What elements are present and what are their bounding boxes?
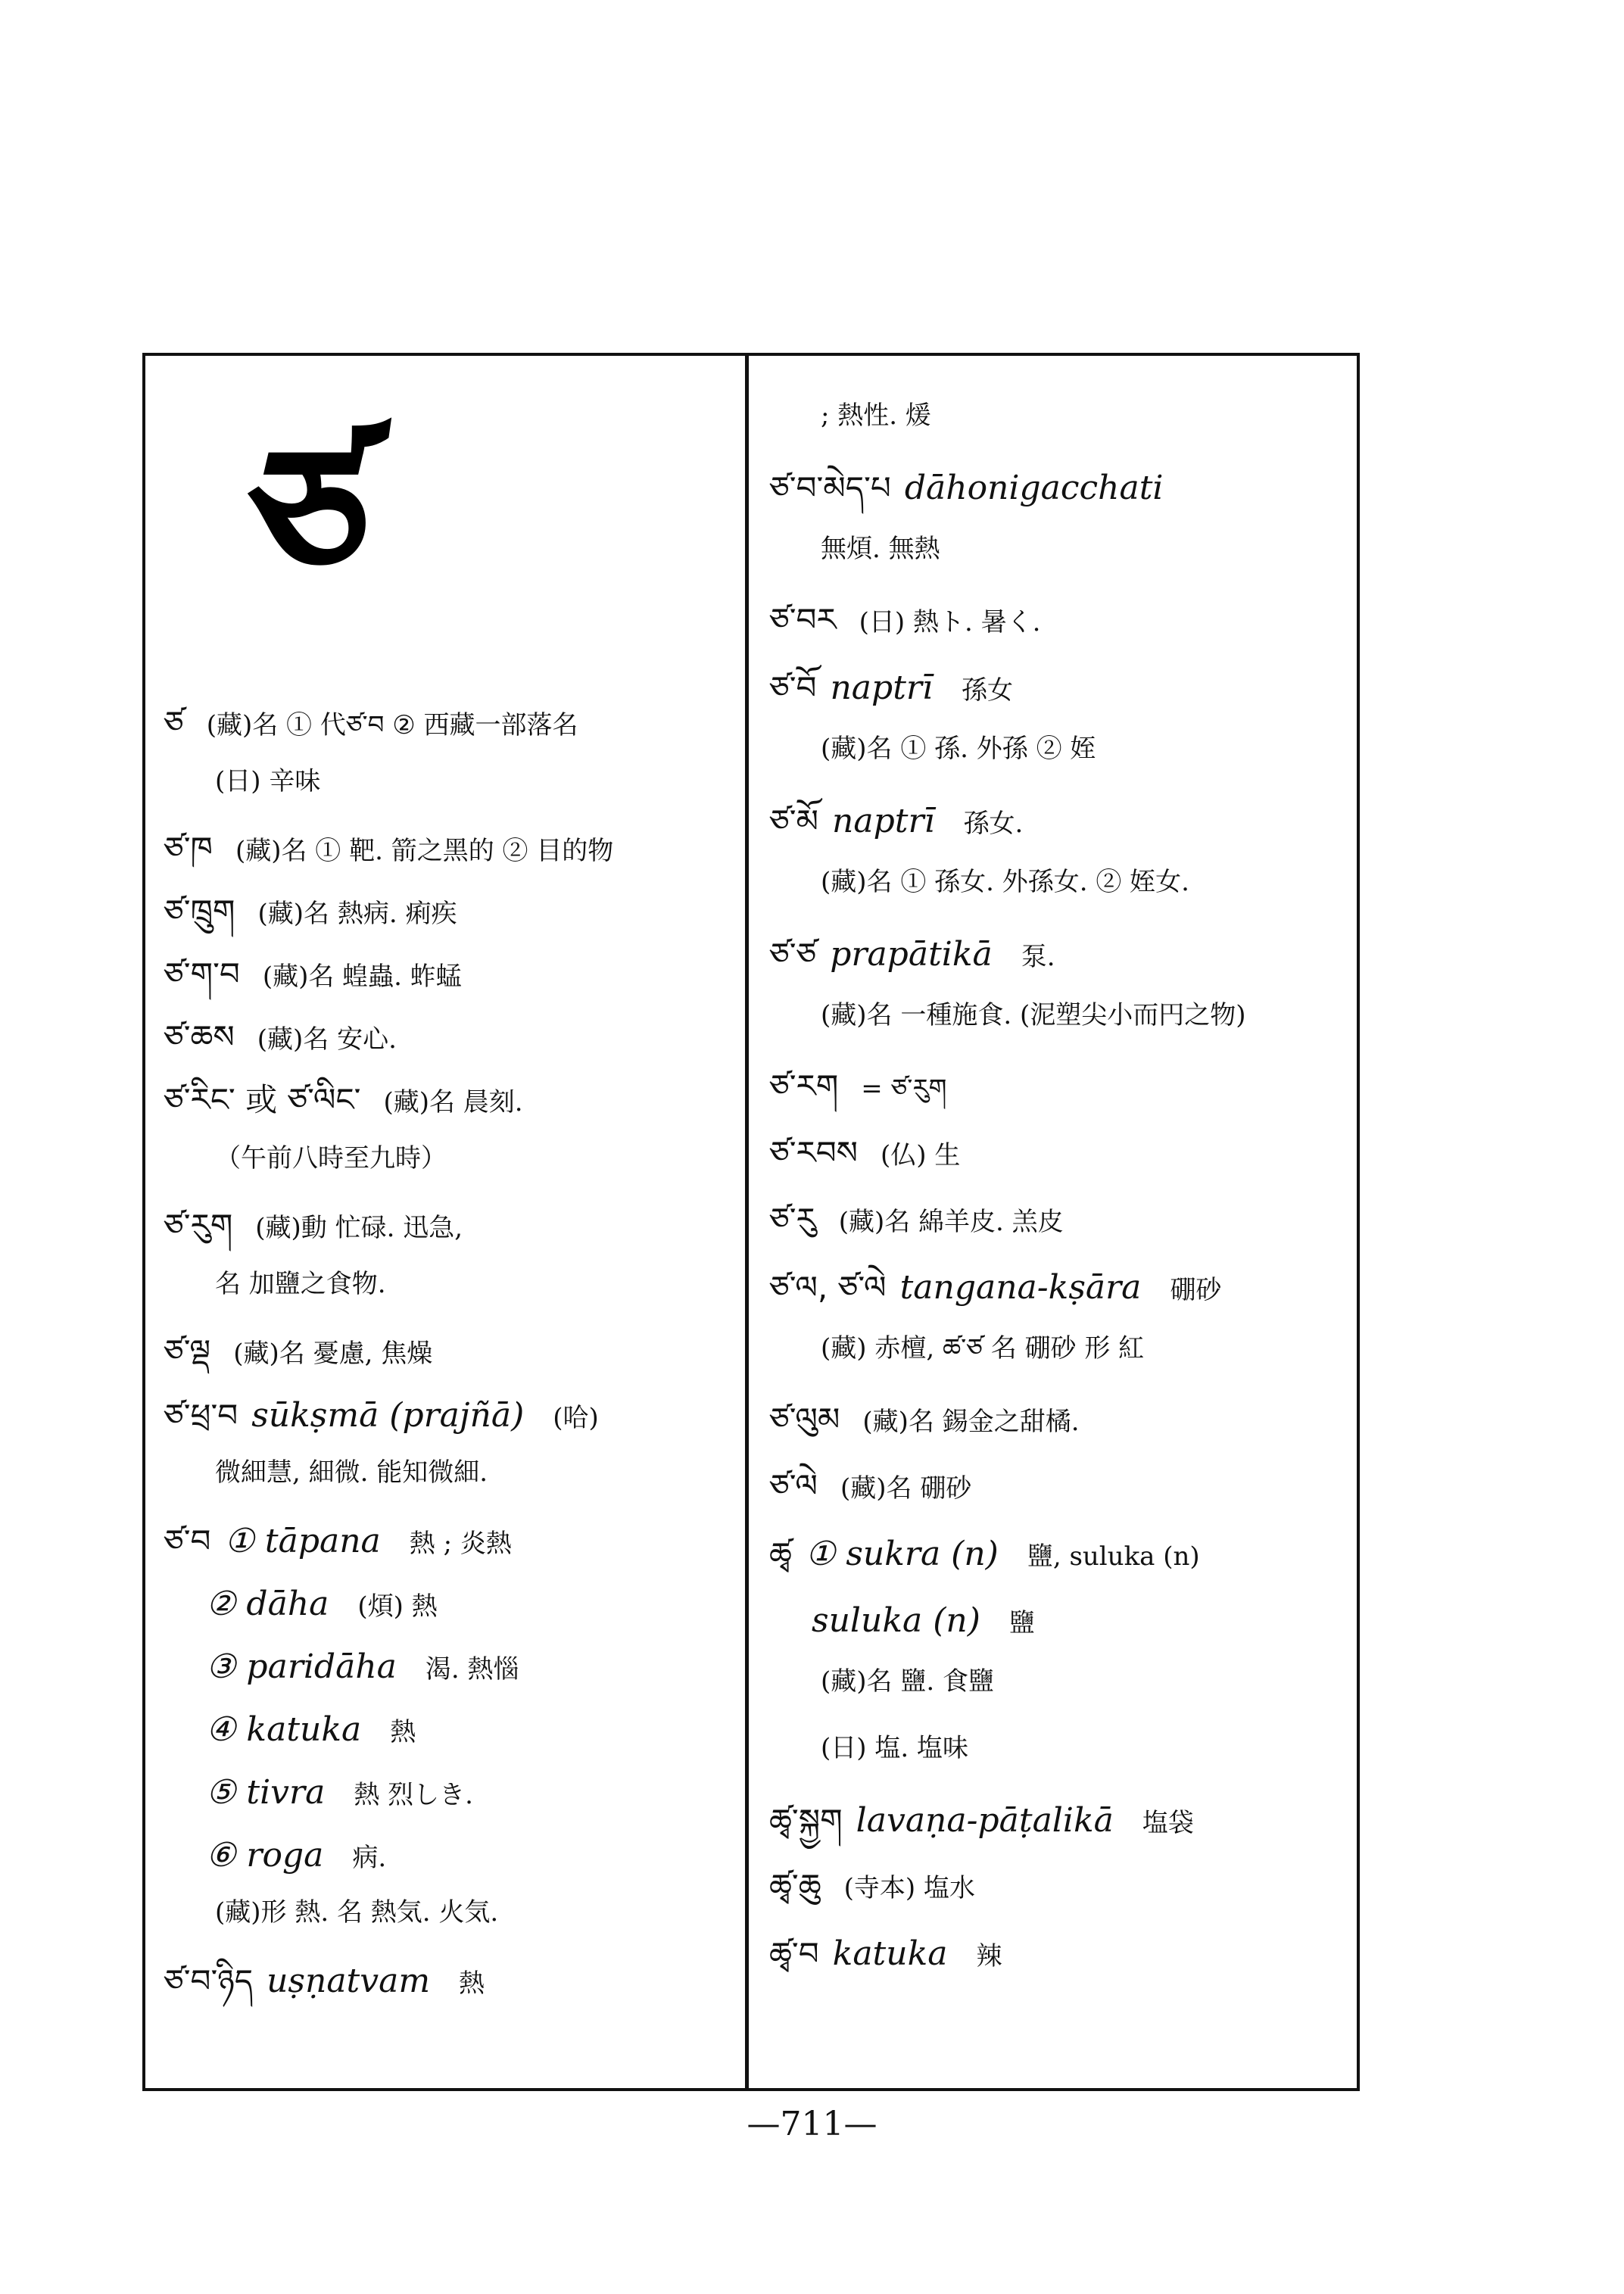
headword: ཙ་རུ: [769, 1201, 816, 1238]
sanskrit-term: suluka (n): [812, 1601, 980, 1640]
definition: (藏)名 錫金之甜橘.: [862, 1407, 1080, 1437]
definition: 孫女: [962, 675, 1013, 706]
dictionary-entry: [164, 1518, 731, 1565]
headword: ཙ་ལེ: [769, 1467, 818, 1504]
dictionary-entry: [769, 1331, 1346, 1367]
definition: (藏)名 ① 孫. 外孫 ② 姪: [821, 734, 1096, 764]
right-column: [754, 353, 1354, 2091]
sanskrit-term: dāhonigacchati: [904, 469, 1164, 507]
dictionary-entry: [769, 1398, 1346, 1442]
definition: 泵.: [1021, 942, 1055, 972]
headword: ཙ་ཁྲུག: [164, 893, 235, 930]
definition: (藏)名 ① 靶. 箭之黑的 ② 目的物: [235, 836, 614, 866]
definition: 無煩. 無熱: [821, 534, 940, 564]
headword: ཙ་བ་མེད་པ: [769, 469, 891, 506]
definition: (仏) 生: [880, 1140, 961, 1170]
dictionary-entry: [164, 1958, 731, 2005]
sanskrit-term: uṣṇatvam: [267, 1962, 431, 2000]
headword: ཙ་བ: [164, 1523, 211, 1560]
definition: 鹽, suluka (n): [1027, 1541, 1200, 1572]
definition: (藏)名 憂慮, 焦燥: [233, 1339, 433, 1369]
dictionary-entry: [769, 1864, 1346, 1909]
dictionary-entry: [769, 1131, 1346, 1176]
headword: ཙ་རུག: [164, 1207, 233, 1244]
definition: (藏)名 硼砂: [840, 1473, 972, 1504]
sanskrit-term: lavaṇa-pāṭalikā: [856, 1801, 1114, 1840]
sanskrit-term: naptrī: [832, 802, 935, 840]
headword: ཚྭ: [769, 1535, 792, 1572]
dictionary-entry: [769, 465, 1346, 512]
definition: (日) 辛味: [215, 766, 321, 796]
headword: ཙ་བར: [769, 601, 837, 638]
dictionary-entry: [769, 1198, 1346, 1242]
sanskrit-term: ② dāha: [206, 1585, 329, 1623]
dictionary-entry: [769, 1731, 1346, 1767]
section-head-letter: ཙ: [250, 408, 370, 628]
definition: (藏)名 綿羊皮. 羔皮: [838, 1207, 1064, 1237]
sanskrit-term: ① sukra (n): [805, 1535, 999, 1573]
dictionary-entry: [769, 1931, 1346, 1978]
headword: ཙ: [164, 704, 184, 741]
definition: (藏)動 忙碌. 迅急,: [255, 1213, 463, 1243]
left-column: [148, 353, 739, 2091]
dictionary-entry: [164, 1581, 731, 1628]
definition: 辣: [976, 1941, 1002, 1971]
dictionary-entry: [164, 764, 731, 800]
dictionary-entry: [164, 1204, 731, 1248]
definition: 鹽: [1008, 1608, 1035, 1638]
definition: 微細慧, 細微. 能知微細.: [215, 1457, 488, 1488]
dictionary-entry: [164, 1329, 731, 1374]
definition: 名 加鹽之食物.: [215, 1269, 386, 1299]
sanskrit-term: ④ katuka: [206, 1710, 362, 1749]
headword: ཙ་ཆས: [164, 1018, 235, 1055]
dictionary-entry: [164, 1141, 731, 1177]
definition: (藏)形 熱. 名 熱気. 火気.: [215, 1897, 499, 1928]
definition: (寺本) 塩水: [843, 1873, 975, 1903]
dictionary-entry: [769, 1064, 1346, 1109]
sanskrit-term: ① tāpana: [224, 1522, 381, 1560]
dictionary-entry: [164, 952, 731, 997]
definition: 熱 ; 炎熱: [409, 1529, 512, 1559]
dictionary-entry: [769, 1531, 1346, 1578]
definition: 渴. 熱惱: [425, 1654, 519, 1685]
definition: (藏)名 蝗蟲. 蚱蜢: [262, 962, 462, 992]
definition: (藏)名 熱病. 痢疾: [257, 899, 457, 929]
dictionary-entry: [769, 998, 1346, 1034]
headword: ཙ་མོ: [769, 803, 819, 840]
dictionary-entry: [769, 931, 1346, 978]
dictionary-entry: [769, 598, 1346, 643]
definition: （午前八時至九時）: [215, 1143, 447, 1173]
definition: (藏) 赤檀, ཚ་ཙ 名 硼砂 形 紅: [821, 1333, 1145, 1364]
dictionary-entry: [769, 865, 1346, 901]
dictionary-entry: [164, 1078, 731, 1123]
definition: ; 熱性. 煖: [821, 401, 931, 431]
headword: ཙ་ཁ: [164, 830, 213, 867]
definition: 熱: [459, 1968, 485, 1999]
sanskrit-term: tangana-kṣāra: [899, 1268, 1142, 1307]
dictionary-entry: [769, 1597, 1346, 1644]
definition: (藏)名 鹽. 食鹽: [821, 1666, 994, 1697]
definition: 病.: [352, 1843, 387, 1873]
dictionary-entry: [769, 798, 1346, 845]
headword: ཙ་ག་བ: [164, 955, 240, 993]
headword: ཙ་ལ, ཙ་ལེ: [769, 1269, 887, 1306]
sanskrit-term: sūkṣmā (prajñā): [251, 1396, 525, 1435]
definition: (日) 塩. 塩味: [821, 1733, 968, 1763]
definition: (哈): [553, 1403, 599, 1433]
definition: (藏)名 ① 代ཙ་བ ② 西藏一部落名: [206, 710, 578, 740]
headword: ཙ་ལུམ: [769, 1401, 840, 1438]
definition: (藏)名 安心.: [257, 1024, 397, 1055]
definition: (藏)名 晨刻.: [383, 1087, 523, 1117]
dictionary-entry: [164, 1455, 731, 1491]
headword: ཙ་ཕྲ་བ: [164, 1397, 238, 1434]
definition: (日) 熱ト. 暑く.: [859, 607, 1041, 637]
definition: = ཙ་རུག: [861, 1074, 947, 1104]
dictionary-entry: [164, 1015, 731, 1060]
dictionary-entry: [769, 1797, 1346, 1844]
definition: (藏)名 ① 孫女. 外孫女. ② 姪女.: [821, 867, 1189, 897]
headword: ཙ་བོ: [769, 669, 817, 706]
dictionary-entry: [164, 701, 731, 746]
sanskrit-term: katuka: [832, 1934, 948, 1973]
headword: ཚྭ་ཆུ: [769, 1867, 821, 1904]
definition: 熱 烈しき.: [354, 1780, 473, 1810]
dictionary-entry: [164, 827, 731, 871]
definition: 熱: [390, 1717, 416, 1747]
definition: 塩袋: [1142, 1808, 1194, 1838]
dictionary-entry: [164, 1895, 731, 1931]
dictionary-entry: [164, 1706, 731, 1753]
headword: ཙ་རིང་ 或 ཙ་ལིང་: [164, 1081, 361, 1118]
headword: ཚྭ་སྐྱག: [769, 1802, 843, 1839]
dictionary-entry: [164, 1267, 731, 1303]
dictionary-entry: [164, 1644, 731, 1691]
headword: ཙ་རབས: [769, 1134, 858, 1171]
headword: ཙ་ལྡ: [164, 1332, 211, 1370]
definition: (煩) 熱: [357, 1591, 438, 1622]
definition: 孫女.: [963, 809, 1024, 839]
headword: ཙ་བ་ཉིད: [164, 1962, 254, 1999]
dictionary-entry: [164, 1832, 731, 1879]
dictionary-entry: [769, 531, 1346, 568]
dictionary-entry: [769, 398, 1346, 435]
dictionary-entry: [164, 1392, 731, 1439]
headword: ཙ་ཙ: [769, 936, 817, 973]
dictionary-entry: [769, 1464, 1346, 1509]
dictionary-entry: [769, 1264, 1346, 1311]
dictionary-entry: [769, 665, 1346, 712]
sanskrit-term: ⑥ roga: [206, 1836, 324, 1875]
headword: ཚྭ་བ: [769, 1935, 819, 1972]
definition: 硼砂: [1170, 1275, 1222, 1305]
dictionary-entry: [769, 1664, 1346, 1700]
dictionary-entry: [769, 731, 1346, 768]
definition: (藏)名 一種施食. (泥塑尖小而円之物): [821, 1000, 1246, 1030]
sanskrit-term: prapātikā: [830, 935, 993, 974]
headword: ཙ་རག: [769, 1068, 839, 1105]
sanskrit-term: ⑤ tivra: [206, 1773, 326, 1812]
dictionary-entry: [164, 1769, 731, 1816]
column-divider: [745, 353, 749, 2091]
sanskrit-term: naptrī: [830, 669, 933, 707]
sanskrit-term: ③ paridāha: [206, 1647, 397, 1686]
page-number: —711—: [747, 2105, 877, 2143]
dictionary-entry: [164, 890, 731, 934]
